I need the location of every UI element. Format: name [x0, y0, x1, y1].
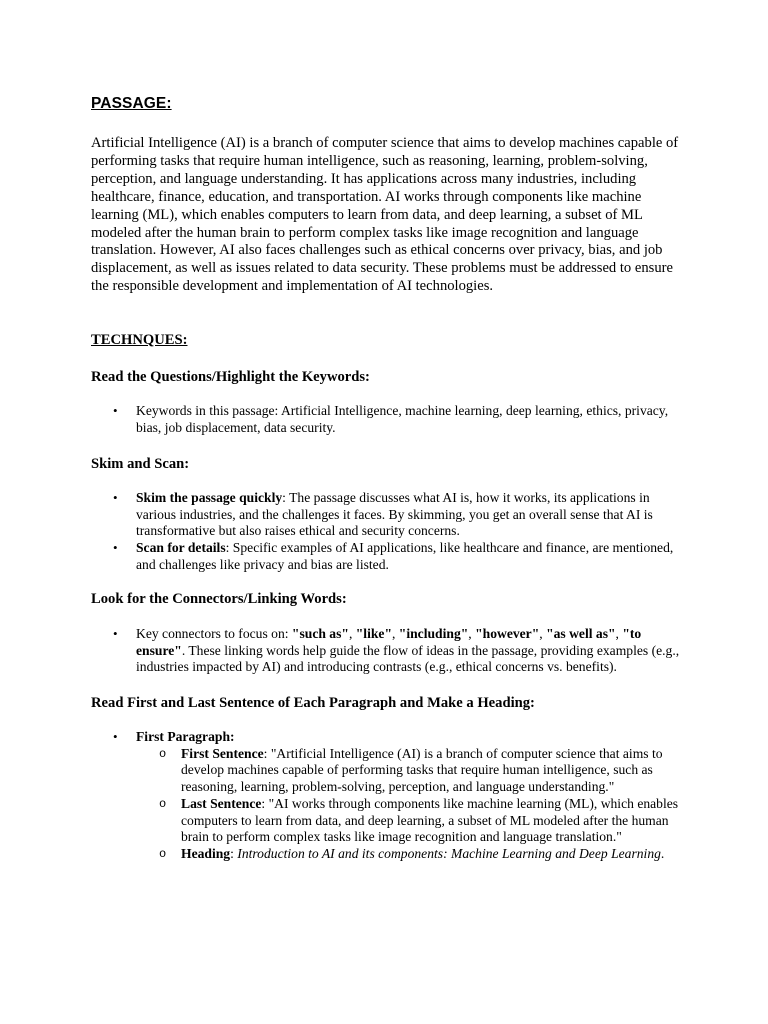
first-paragraph-sublist — [136, 746, 681, 863]
list-item — [91, 490, 681, 540]
heading-end: . — [660, 845, 665, 861]
connector-separator: , — [468, 626, 476, 641]
first-sentence-label: First Sentence — [181, 745, 264, 761]
keywords-section-heading: Read the Questions/Highlight the Keywords: — [91, 369, 370, 385]
bullet-icon: • — [113, 626, 118, 641]
list-item — [91, 626, 681, 676]
connector-word: "such as" — [291, 626, 349, 641]
connector-word: "to ensure" — [136, 626, 642, 658]
bullet-icon: • — [113, 540, 118, 556]
last-sentence-text: : "AI works through components like machine learning (ML), which enables computers to learn from data, and deep learning, a subset of ML modeled after the human brain to perform complex tasks like image recognition and language translation." — [181, 795, 679, 845]
connector-word: "however" — [475, 626, 540, 641]
skim-text: : The passage discusses what AI is, how it works, its applications in various industries, and the challenges it faces. By skimming, you get an overall sense that AI is transformative but also raises ethical and security concerns. — [136, 490, 653, 539]
connector-separator: , — [392, 626, 399, 641]
connector-separator: , — [539, 626, 547, 641]
bullet-icon: • — [113, 490, 118, 505]
connector-word: "as well as" — [546, 626, 616, 641]
list-item — [91, 729, 681, 863]
first-last-heading: Read First and Last Sentence of Each Paragraph and Make a Heading: — [91, 695, 535, 711]
techniques-heading: TECHNQUES: — [91, 332, 188, 348]
connector-separator: , — [348, 626, 356, 641]
connector-separator: , — [615, 626, 623, 641]
scan-label: Scan for details — [136, 540, 226, 556]
heading-label: Heading — [181, 845, 231, 861]
heading-separator: : — [230, 845, 238, 861]
keywords-bullet-text: Keywords in this passage: Artificial Intelligence, machine learning, deep learning, ethics, privacy, bias, job displacement, data security. — [136, 403, 669, 435]
first-paragraph-label: First Paragraph: — [136, 729, 235, 744]
skim-scan-list — [91, 490, 681, 574]
connector-word: "like" — [355, 626, 392, 641]
connectors-heading: Look for the Connectors/Linking Words: — [91, 591, 347, 607]
skim-scan-heading: Skim and Scan: — [91, 456, 190, 472]
circle-bullet-icon: o — [159, 746, 167, 761]
list-item — [91, 540, 681, 573]
passage-heading: PASSAGE: — [91, 95, 172, 112]
list-item — [91, 403, 681, 436]
bullet-icon: • — [113, 403, 118, 418]
first-sentence-text: : "Artificial Intelligence (AI) is a branch of computer science that aims to develop machines capable of performing tasks that require human intelligence, such as reasoning, learning, problem-solving, perception, and language understanding." — [181, 745, 663, 795]
connectors-list — [91, 626, 681, 676]
list-item — [136, 846, 681, 863]
keywords-list — [91, 403, 681, 436]
heading-text: Introduction to AI and its components: Machine Learning and Deep Learning — [237, 845, 661, 861]
passage-text: Artificial Intelligence (AI) is a branch of computer science that aims to develop machines capable of performing tasks that require human intelligence, such as reasoning, learning, problem-solving, perception, and language understanding. It has applications across many industries, including healthcare, finance, education, and transportation. AI works through components like machine learning (ML), which enables computers to learn from data, and deep learning, a subset of ML modeled after the human brain to perform complex tasks like image recognition and language translation. However, AI also faces challenges such as ethical concerns over privacy, bias, and job displacement, as well as issues related to data security. These problems must be addressed to ensure the responsible development and implementation of AI technologies. — [91, 135, 679, 295]
connectors-intro: Key connectors to focus on: — [136, 626, 292, 641]
connector-word: "including" — [398, 626, 469, 641]
connectors-after: . These linking words help guide the flow of ideas in the passage, providing examples (e.g., industries impacted by AI) and introducing contrasts (e.g., ethical concerns vs. benefits). — [136, 642, 680, 675]
circle-bullet-icon: o — [159, 846, 167, 861]
bullet-icon: • — [113, 729, 118, 744]
scan-text: : Specific examples of AI applications, like healthcare and finance, are mentioned, and challenges like privacy and bias are listed. — [136, 540, 674, 572]
skim-label: Skim the passage quickly — [136, 490, 283, 505]
list-item — [136, 746, 681, 796]
last-sentence-label: Last Sentence — [181, 795, 262, 811]
circle-bullet-icon: o — [159, 796, 167, 811]
first-last-list — [91, 729, 681, 863]
list-item — [136, 796, 681, 846]
